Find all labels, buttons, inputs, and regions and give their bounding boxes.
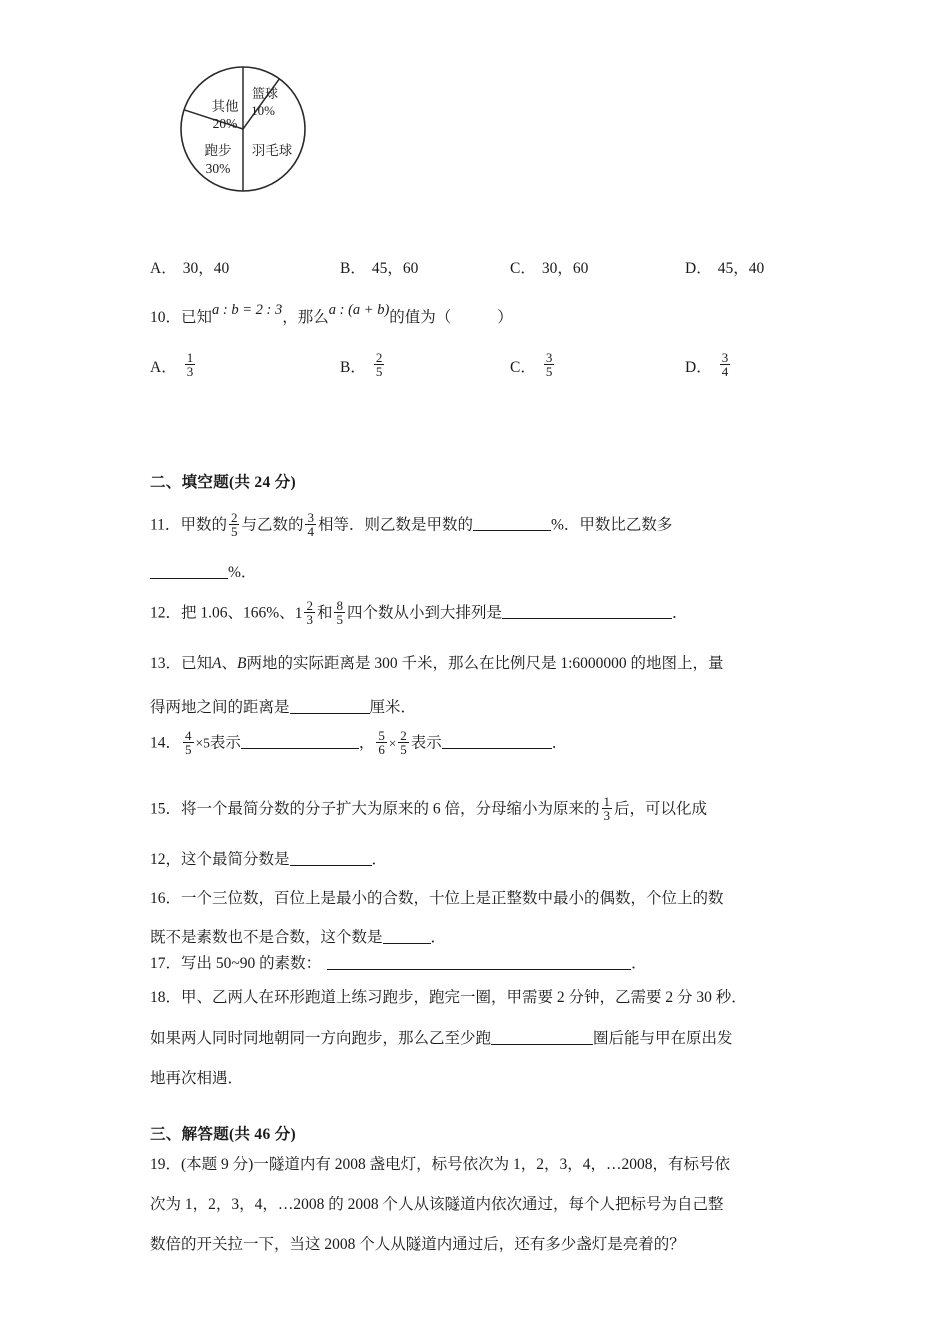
fraction-numerator: 1 (603, 794, 611, 809)
question13-part3: 两地的实际距离是 300 千米，那么在比例尺是 1:6000000 的地图上，量 (246, 655, 724, 672)
fraction-denominator: 3 (186, 364, 194, 380)
question19-line3 (150, 1232, 685, 1254)
question16-line2a: 既不是素数也不是合数，这个数是 (150, 929, 383, 946)
question18-line2a: 如果两人同时同地朝同一方向跑步，那么乙至少跑 (150, 1030, 492, 1047)
question18-line2 (150, 1026, 733, 1048)
question11-part2: 与乙数的 (241, 516, 304, 534)
question12-line1 (150, 600, 687, 628)
option-c-label: C． (510, 358, 536, 376)
question13-variable-b: B (237, 655, 247, 672)
question11-fraction-2 (305, 511, 316, 539)
question14-part1: ×5 (195, 735, 210, 751)
question19-line1 (150, 1152, 730, 1174)
question14-line1 (150, 730, 567, 758)
question11-number: 11． (150, 516, 181, 534)
fraction-numerator: 2 (306, 598, 313, 613)
question11-line2-suffix: %． (228, 564, 257, 581)
fraction-denominator: 5 (185, 742, 192, 758)
question11-part3: 相等．则乙数是甲数的 (317, 516, 473, 534)
question13-line2b: 厘米． (369, 699, 417, 716)
option-c-label: C． (510, 260, 536, 277)
question9-option-c[interactable] (510, 256, 685, 278)
question13-line2a: 得两地之间的距离是 (150, 699, 290, 716)
option-c-text: 30，60 (541, 260, 589, 277)
question14-number: 14． (150, 734, 182, 752)
question10-expression-1: a : b = 2 : 3 (212, 302, 283, 318)
question15-line1 (150, 796, 707, 824)
question15-line2a: 12，这个最简分数是 (150, 851, 290, 868)
question14-fraction-3 (398, 729, 409, 757)
question18-line3 (150, 1066, 243, 1088)
mixed-whole: 1 (294, 604, 303, 622)
sports-pie-chart (178, 62, 310, 198)
question19-number: 19． (150, 1156, 182, 1173)
question18-text-line1: 甲、乙两人在环形跑道上练习跑步，跑完一圈，甲需要 2 分钟，乙需要 2 分 30 秒． (181, 989, 747, 1006)
fraction-denominator: 5 (230, 524, 238, 540)
question14-answer-blank-2[interactable] (442, 734, 552, 749)
option-a-fraction (185, 351, 196, 379)
question14-part5: ． (551, 734, 568, 752)
question18-number: 18． (150, 989, 182, 1006)
option-d-fraction (720, 351, 731, 379)
fraction-numerator: 2 (230, 510, 238, 525)
question17-line1 (150, 951, 647, 973)
fraction-numerator: 3 (545, 350, 553, 365)
question14-part2: 表示 (209, 734, 241, 752)
pie-label-running: 跑步 (204, 143, 232, 158)
question15-line2 (150, 847, 387, 869)
question10-expression-2: a : (a + b) (328, 302, 390, 318)
question11-answer-blank-1[interactable] (473, 516, 551, 531)
fraction-denominator: 4 (721, 364, 729, 380)
question11-answer-blank-2[interactable] (150, 564, 228, 579)
question13-number: 13． (150, 655, 182, 672)
pie-label-basketball: 篮球 (251, 86, 279, 101)
question17-line1b: ． (631, 955, 647, 972)
question14-part4: 表示 (410, 734, 442, 752)
question16-number: 16． (150, 890, 182, 907)
question15-part1: 将一个最简分数的分子扩大为原来的 6 倍，分母缩小为原来的 (181, 800, 600, 818)
question15-answer-blank[interactable] (290, 851, 372, 866)
question12-part1: 把 1.06、166%、 (181, 604, 295, 622)
fraction-denominator: 3 (603, 808, 611, 824)
question12-part4: ． (671, 604, 688, 622)
question18-text-line3: 地再次相遇． (150, 1070, 244, 1087)
question9-option-a[interactable] (150, 256, 340, 278)
question15-number: 15． (150, 800, 182, 818)
fraction-numerator: 4 (185, 728, 192, 743)
option-d-label: D． (685, 260, 712, 277)
question10-option-b[interactable] (340, 352, 510, 380)
question15-line2b: ． (371, 851, 388, 868)
question13-line1 (150, 651, 724, 673)
option-d-label: D． (685, 358, 712, 376)
fraction-numerator: 3 (721, 350, 729, 365)
fraction-numerator: 2 (375, 350, 383, 365)
fraction-numerator: 2 (400, 728, 407, 743)
fraction-numerator: 3 (307, 510, 314, 525)
fraction-denominator: 6 (378, 742, 385, 758)
question13-variable-a: A (212, 655, 222, 672)
question14-part3: ， (358, 734, 375, 752)
section-3-heading: 三、解答题(共 46 分) (150, 1126, 296, 1143)
mixed-fraction (304, 599, 315, 627)
question13-part1: 已知 (181, 655, 213, 672)
question15-part2: 后，可以化成 (614, 800, 708, 818)
fraction-numerator: 5 (378, 728, 385, 743)
fraction-numerator: 8 (336, 598, 343, 613)
pie-value-running: 30% (205, 161, 231, 176)
pie-value-basketball: 10% (251, 103, 275, 118)
question18-answer-blank[interactable] (491, 1030, 593, 1045)
question9-option-d[interactable] (685, 256, 764, 278)
pie-label-badminton: 羽毛球 (251, 143, 293, 158)
question13-answer-blank[interactable] (290, 699, 370, 714)
question12-answer-blank[interactable] (502, 604, 672, 619)
question16-line2b: ． (430, 929, 447, 946)
question12-mixed-number (295, 600, 317, 628)
question17-line1a: 写出 50~90 的素数： (181, 955, 322, 972)
question12-part2: 和 (316, 604, 333, 622)
option-a-text: 30，40 (182, 260, 230, 277)
question14-times-sign: × (388, 735, 397, 751)
option-b-label: B． (340, 260, 366, 277)
question16-line1 (150, 886, 724, 908)
question9-option-b[interactable] (340, 256, 510, 278)
question10-number-text: 10． (150, 309, 182, 326)
fraction-denominator: 5 (400, 742, 407, 758)
pie-label-other: 其他 (211, 99, 239, 114)
question11-part4: %．甲数比乙数多 (550, 516, 673, 534)
question18-line2b: 圈后能与甲在原出发 (593, 1030, 733, 1047)
question10-tail: 的值为（ (389, 309, 452, 326)
question12-number: 12． (150, 604, 182, 622)
question19-text-line2: 次为 1，2，3，4，…2008 的 2008 个人从该隧道内依次通过，每个人把标号为自己整 (150, 1196, 724, 1213)
question15-fraction (602, 795, 613, 823)
fraction-denominator: 4 (307, 524, 314, 540)
question10-option-d[interactable] (685, 352, 732, 380)
fraction-denominator: 5 (545, 364, 553, 380)
question10-tail-close: ） (497, 309, 513, 326)
question11-line2 (150, 560, 256, 582)
fraction-denominator: 3 (306, 612, 313, 628)
option-c-fraction (544, 351, 555, 379)
question16-text-line1: 一个三位数，百位上是最小的合数，十位上是正整数中最小的偶数，个位上的数 (181, 890, 724, 907)
question17-answer-blank[interactable] (327, 955, 631, 970)
fraction-numerator: 1 (186, 350, 194, 365)
question19-line2 (150, 1192, 724, 1214)
option-b-fraction (374, 351, 385, 379)
question12-fraction-2 (334, 599, 345, 627)
fraction-denominator: 5 (375, 364, 383, 380)
question10-option-c[interactable] (510, 352, 685, 380)
option-b-text: 45，60 (371, 260, 419, 277)
question19-text-line3: 数倍的开关拉一下，当这 2008 个人从隧道内通过后，还有多少盏灯是亮着的？ (150, 1236, 685, 1253)
question12-part3: 四个数从小到大排列是 (346, 604, 502, 622)
question11-fraction-1 (229, 511, 240, 539)
question19-text-line1: (本题 9 分)一隧道内有 2008 盏电灯，标号依次为 1，2，3，4，…2008，有标号依 (181, 1156, 730, 1173)
question17-number: 17． (150, 955, 182, 972)
question9-options-row (150, 256, 830, 278)
question13-line2 (150, 695, 416, 717)
question11-line1 (150, 512, 672, 540)
pie-value-other: 20% (212, 116, 238, 131)
question14-answer-blank-1[interactable] (241, 734, 359, 749)
fraction-denominator: 5 (336, 612, 343, 628)
question11-part1: 甲数的 (180, 516, 227, 534)
option-a-label: A． (150, 358, 177, 376)
question16-line2 (150, 925, 446, 947)
option-a-label: A． (150, 260, 177, 277)
question16-answer-blank[interactable] (383, 929, 431, 944)
question10-option-a[interactable] (150, 352, 340, 380)
question10-lead: 已知 (181, 309, 213, 326)
question14-fraction-2 (376, 729, 387, 757)
question10-options-row (150, 352, 830, 380)
section-2-heading: 二、填空题(共 24 分) (150, 474, 296, 491)
question10-stem (150, 302, 513, 327)
question18-line1 (150, 985, 747, 1007)
question14-fraction-1 (183, 729, 194, 757)
option-b-label: B． (340, 358, 366, 376)
question13-part2: 、 (221, 655, 238, 672)
option-d-text: 45，40 (717, 260, 765, 277)
question10-middle: ，那么 (282, 309, 329, 326)
